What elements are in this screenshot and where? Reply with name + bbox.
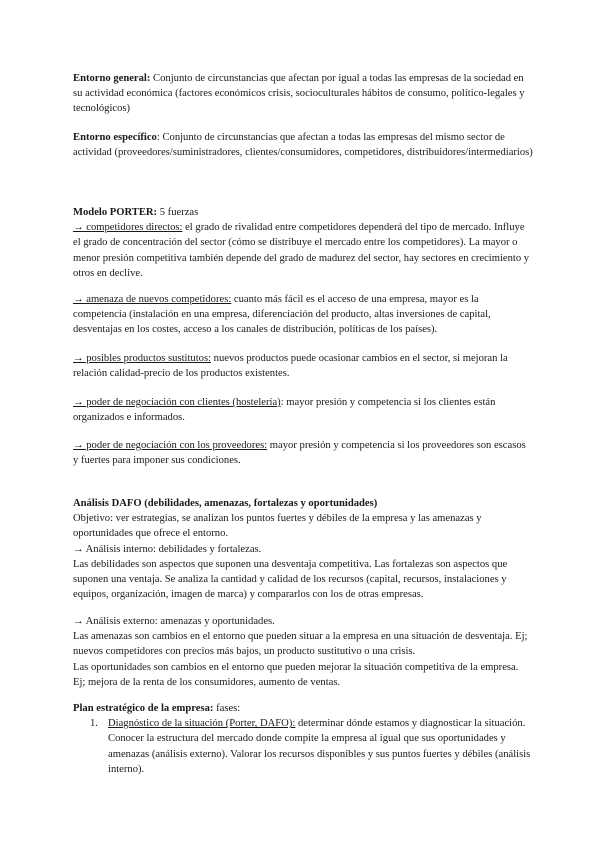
text-entorno-general: Conjunto de circunstancias que afectan por igual a todas las empresas de la sociedad en su actividad económica (factores económicos crisis, socioculturales hábitos de consumo, político-legales y tecnológicos) xyxy=(73,73,525,115)
porter-force xyxy=(73,438,533,468)
section-entorno-general xyxy=(73,71,533,117)
porter-force-label: → amenaza de nuevos competidores: xyxy=(73,294,232,305)
porter-force xyxy=(73,351,533,381)
list-item xyxy=(73,716,533,777)
dafo-interno-title: → Análisis interno: debilidades y fortalezas. xyxy=(73,543,262,555)
section-dafo xyxy=(73,496,533,602)
heading-dafo-line xyxy=(73,496,533,511)
section-entorno-especifico xyxy=(73,130,533,160)
porter-force-label: → competidores directos: xyxy=(73,222,183,234)
dafo-objetivo: Objetivo: ver estrategias, se analizan los puntos fuertes y débiles de la empresa y las amenazas y oportunidades que ofrece el entorno. xyxy=(73,513,482,540)
list-item-label: Diagnóstico de la situación (Porter, DAFO): xyxy=(108,718,296,730)
heading-entorno-especifico: Entorno específico xyxy=(73,132,157,143)
porter-force-label: → poder de negociación con los proveedores: xyxy=(73,440,268,451)
dafo-externo-oportunidades: Las oportunidades son cambios en el entorno que pueden mejorar la situación competitiva de la empresa. Ej; mejora de la renta de los consumidores, aumento de ventas. xyxy=(73,661,519,688)
dafo-externo-title: → Análisis externo: amenazas y oportunidades. xyxy=(73,616,275,627)
list-item-text: determinar dónde estamos y diagnosticar la situación. Conocer la estructura del mercado donde compite la empresa al igual que sus oportunidades y amenazas (análisis externo). Valorar los recursos disponibles y sus puntos fuertes y débiles (análisis interno). xyxy=(108,718,531,775)
porter-heading-line xyxy=(73,205,533,220)
porter-force-text: mayor presión y competencia si los proveedores son escasos y fuertes para imponer sus condiciones. xyxy=(73,440,526,467)
porter-force xyxy=(73,395,533,425)
section-porter-3 xyxy=(73,351,533,381)
porter-force-label: → posibles productos sustitutos: xyxy=(73,353,212,364)
dafo-externo-amenazas: Las amenazas son cambios en el entorno que pueden situar a la empresa en una situación de desventaja. Ej; nuevos competidores con precios más bajos, un producto sustitutivo o una crisis. xyxy=(73,631,528,658)
heading-plan: Plan estratégico de la empresa: xyxy=(73,703,214,714)
porter-force-text: el grado de rivalidad entre competidores dependerá del tipo de mercado. Influye el grado de concentración del sector (cómo se distribuye el mercado entre los competidores). La mayor o menor presión competitiva también depende del grado de madurez del sector, hay sectores en crecimiento y otros en declive. xyxy=(73,222,530,279)
plan-heading-line xyxy=(73,701,533,716)
section-dafo-externo xyxy=(73,614,533,690)
porter-force-text: nuevos productos puede ocasionar cambios en el sector, si mejoran la relación calidad-precio de los productos existentes. xyxy=(73,353,508,380)
heading-dafo: Análisis DAFO (debilidades, amenazas, fortalezas y oportunidades) xyxy=(73,498,378,509)
porter-subtitle: 5 fuerzas xyxy=(157,207,199,218)
list-item-number: 1. xyxy=(90,718,98,730)
porter-force-text: : mayor presión y competencia si los clientes están organizados e informados. xyxy=(73,397,496,424)
porter-force xyxy=(73,292,533,338)
section-porter xyxy=(73,205,533,281)
dafo-interno-text: Las debilidades son aspectos que suponen una desventaja competitiva. Las fortalezas son aspectos que suponen una ventaja. Se analiza la cantidad y calidad de los recursos (capital, recursos, instalaciones y equipos, organización, imagen de marca) y compararlos con los de otras empresas. xyxy=(73,558,508,601)
section-plan xyxy=(73,701,533,777)
section-porter-5 xyxy=(73,438,533,468)
porter-force-text: cuanto más fácil es el acceso de una empresa, mayor es la competencia (instalación en una empresa, diferenciación del producto, altas inversiones de capital, desventajas en los costes, acceso a los canales de distribución, políticas de los países). xyxy=(73,294,491,336)
porter-force-label: → poder de negociación con clientes (hostelería) xyxy=(73,397,281,408)
plan-subtitle: fases: xyxy=(213,703,241,714)
text-entorno-especifico: : Conjunto de circunstancias que afectan a todas las empresas del mismo sector de actividad (proveedores/suministradores, clientes/consumidores, competidores, distribuidores/intermediarios) xyxy=(73,132,533,159)
section-porter-4 xyxy=(73,395,533,425)
paragraph-entorno-especifico xyxy=(73,130,533,160)
plan-list xyxy=(73,716,533,777)
porter-force xyxy=(73,220,533,281)
heading-entorno-general: Entorno general: xyxy=(73,73,151,84)
section-porter-2 xyxy=(73,292,533,338)
paragraph-entorno-general xyxy=(73,71,533,117)
heading-porter: Modelo PORTER: xyxy=(73,207,158,218)
